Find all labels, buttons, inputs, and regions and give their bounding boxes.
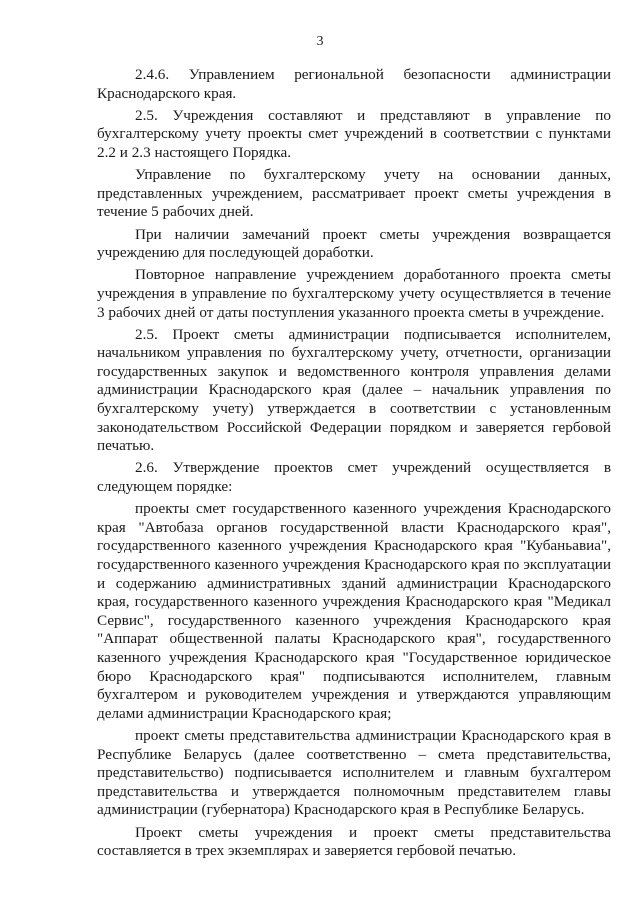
paragraph-2-6-approval: 2.6. Утверждение проектов смет учреждений осуществляется в следующем порядке: <box>97 459 611 496</box>
page-number: 3 <box>316 34 324 49</box>
paragraph-2-5-signing: 2.5. Проект сметы администрации подписывается исполнителем, начальником управления по бухгалтерскому учету, отчетности, организации государственных закупок и ведомственного контроля управления делами администрации Краснодарского края (далее – начальник управления по бухгалтерскому учету) утверждается в соответствии с установленным законодательством Российской Федерации порядком и заверяется гербовой печатью. <box>97 325 611 455</box>
paragraph-2-5-submission: 2.5. Учреждения составляют и представляют в управление по бухгалтерскому учету проекты смет учреждений в соответствии с пунктами 2.2 и 2.3 настоящего Порядка. <box>97 106 611 161</box>
paragraph-institutions-list: проекты смет государственного казенного учреждения Краснодарского края "Автобаза органов государственной власти Краснодарского края", государственного казенного учреждения Краснодарского края "Кубаньавиа", государственного казенного учреждения Краснодарского края по эксплуатации и содержанию административных зданий администрации Краснодарского края, государственного казенного учреждения Краснодарского края "Медикал Сервис", государственного казенного учреждения Краснодарского края "Аппарат общественной палаты Краснодарского края", государственного казенного учреждения Краснодарского края "Государственное юридическое бюро Краснодарского края" подписываются исполнителем, главным бухгалтером и руководителем учреждения и утверждаются управляющим делами администрации Краснодарского края; <box>97 500 611 722</box>
paragraph-review: Управление по бухгалтерскому учету на основании данных, представленных учреждением, рассматривает проект сметы учреждения в течение 5 рабочих дней. <box>97 166 611 221</box>
paragraph-resubmission: Повторное направление учреждением доработанного проекта сметы учреждения в управление по бухгалтерскому учету осуществляется в течение 3 рабочих дней от даты поступления указанного проекта сметы в учреждение. <box>97 266 611 321</box>
paragraph-copies: Проект сметы учреждения и проект сметы представительства составляется в трех экземплярах и заверяется гербовой печатью. <box>97 823 611 860</box>
document-body <box>97 66 611 864</box>
paragraph-2-4-6: 2.4.6. Управлением региональной безопасности администрации Краснодарского края. <box>97 66 611 102</box>
paragraph-representation: проект сметы представительства администрации Краснодарского края в Республике Беларусь (далее соответственно – смета представительства, представительство) подписывается исполнителем и главным бухгалтером представительства и утверждается полномочным представителем главы администрации (губернатора) Краснодарского края в Республике Беларусь. <box>97 726 611 819</box>
paragraph-remarks: При наличии замечаний проект сметы учреждения возвращается учреждению для последующей доработки. <box>97 225 611 262</box>
